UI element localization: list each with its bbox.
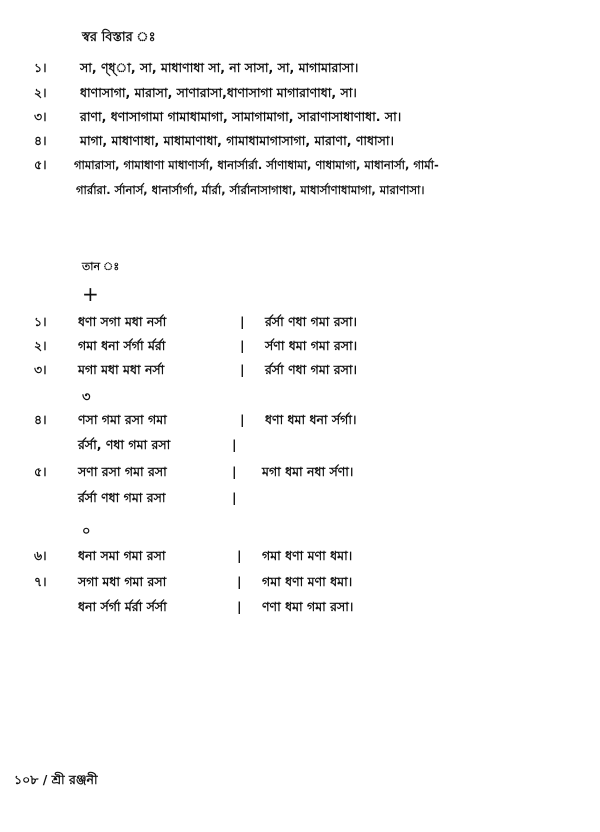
taan-row-5-continued <box>0 490 600 508</box>
section-title-taan: তান ঃ <box>82 260 120 273</box>
taan-row-3 <box>0 362 600 380</box>
taan-row-5-number: ৫। <box>34 464 47 479</box>
taan-row-2-first-half: গমা ধনা র্সর্গা র্মর্রা <box>78 338 166 353</box>
taan-row-4-number: ৪। <box>34 412 47 427</box>
taan-row-6-separator: | <box>237 548 242 563</box>
taan-row-4-continued <box>0 437 600 455</box>
taan-row-7-separator: | <box>237 574 242 589</box>
taan-row-3-first-half: মগা মধা মধা নর্সা <box>78 362 165 377</box>
taan-row-1-second-half: র্রর্সা ণধা গমা রসা। <box>265 314 357 329</box>
taan-row-5-continued-separator: | <box>232 490 237 505</box>
taan-row-1-number: ১। <box>34 314 47 329</box>
section-title-swar-bistar: স্বর বিস্তার ঃ <box>82 30 156 45</box>
taan-row-5 <box>0 464 600 482</box>
taan-row-4-separator: | <box>240 412 245 427</box>
swar-item-1-text: সা, ণ্ধ্া, সা, মাধাণাধা সা, না সাসা, সা, মাগামারাসা। <box>80 60 359 75</box>
swar-item-3-number: ৩। <box>34 109 47 124</box>
taan-row-3-number: ৩। <box>34 362 47 377</box>
page-footer: ১০৮ / শ্রী রঞ্জনী <box>14 772 98 787</box>
taal-marker-3: ৩ <box>82 390 91 405</box>
taan-row-2-number: ২। <box>34 338 47 353</box>
taan-row-6-second-half: গমা ধণা মণা ধমা। <box>262 548 353 563</box>
taan-row-1 <box>0 314 600 332</box>
taan-row-5-first-half: সণা রসা গমা রসা <box>78 464 167 479</box>
taan-row-7 <box>0 574 600 592</box>
taan-row-7-first-half: সগা মধা গমা রসা <box>78 574 167 589</box>
taan-row-4-second-half: ধণা ধমা ধনা র্সর্গা। <box>265 412 357 427</box>
taan-row-4-continued-first-half: র্রর্সা, ণধা গমা রসা <box>78 437 171 452</box>
taan-row-4 <box>0 412 600 430</box>
taan-row-2-separator: | <box>240 338 245 353</box>
taal-marker-0: ০ <box>82 524 91 539</box>
swar-item-4-text: মাগা, মাধাণাধা, মাধামাণাধা, গামাধামাগাসাগা, মারাণা, ণাধাসা। <box>80 133 394 148</box>
taan-row-2 <box>0 338 600 356</box>
swar-item-2-text: ধাণাসাগা, মারাসা, সাণারাসা,ধাণাসাগা মাগারাণাধা, সা। <box>80 85 357 100</box>
taan-row-7-continued-first-half: ধনা র্সর্গা র্মর্রা র্সর্সা <box>78 599 167 614</box>
taan-row-3-second-half: র্রর্সা ণধা গমা রসা। <box>265 362 357 377</box>
taan-row-5-second-half: মগা ধমা নধা র্সণা। <box>262 464 354 479</box>
taan-row-1-first-half: ধণা সগা মধা নর্সা <box>78 314 167 329</box>
taan-row-7-continued <box>0 599 600 617</box>
taan-row-5-separator: | <box>232 464 237 479</box>
swar-item-5-text-line-1: গামারাসা, গামাধাণা মাধাণার্সা, ধানার্সার্রা. র্সাণাধামা, ণাধামাগা, মাধানার্সা, গার্মা- <box>74 158 439 172</box>
swar-item-5-number: ৫। <box>34 157 47 172</box>
taan-row-2-second-half: র্সণা ধমা গমা রসা। <box>265 338 358 353</box>
taan-row-6-first-half: ধনা সমা গমা রসা <box>78 548 166 563</box>
swar-item-1-number: ১। <box>34 60 47 75</box>
swar-item-5-text-line-2: গার্রারা. র্সানার্স, ধানার্সার্গা, র্মার্রা, র্সার্রানাসাগাধা, মাধার্সাণাধামাগা, মারাণাসা। <box>76 183 425 197</box>
swar-item-3-text: রাণা, ধণাসাগামা গামাধামাগা, সামাগামাগা, সারাণাসাধাণাধা. সা। <box>80 109 402 124</box>
taan-row-3-separator: | <box>240 362 245 377</box>
taan-row-6-number: ৬। <box>34 548 47 563</box>
taan-row-7-number: ৭। <box>34 574 47 589</box>
taan-row-6 <box>0 548 600 566</box>
taan-row-7-continued-second-half: ণণা ধমা গমা রসা। <box>262 599 354 614</box>
swar-item-2-number: ২। <box>34 85 47 100</box>
taan-row-1-separator: | <box>240 314 245 329</box>
taan-row-7-second-half: গমা ধণা মণা ধমা। <box>262 574 353 589</box>
sam-marker-plus: + <box>82 282 99 306</box>
taan-row-5-continued-first-half: র্রর্সা ণধা গমা রসা <box>78 490 166 505</box>
swar-item-4-number: ৪। <box>34 133 47 148</box>
taan-row-4-first-half: ণসা গমা রসা গমা <box>78 412 167 427</box>
taan-row-4-continued-separator: | <box>232 437 237 452</box>
taan-row-7-continued-separator: | <box>237 599 242 614</box>
